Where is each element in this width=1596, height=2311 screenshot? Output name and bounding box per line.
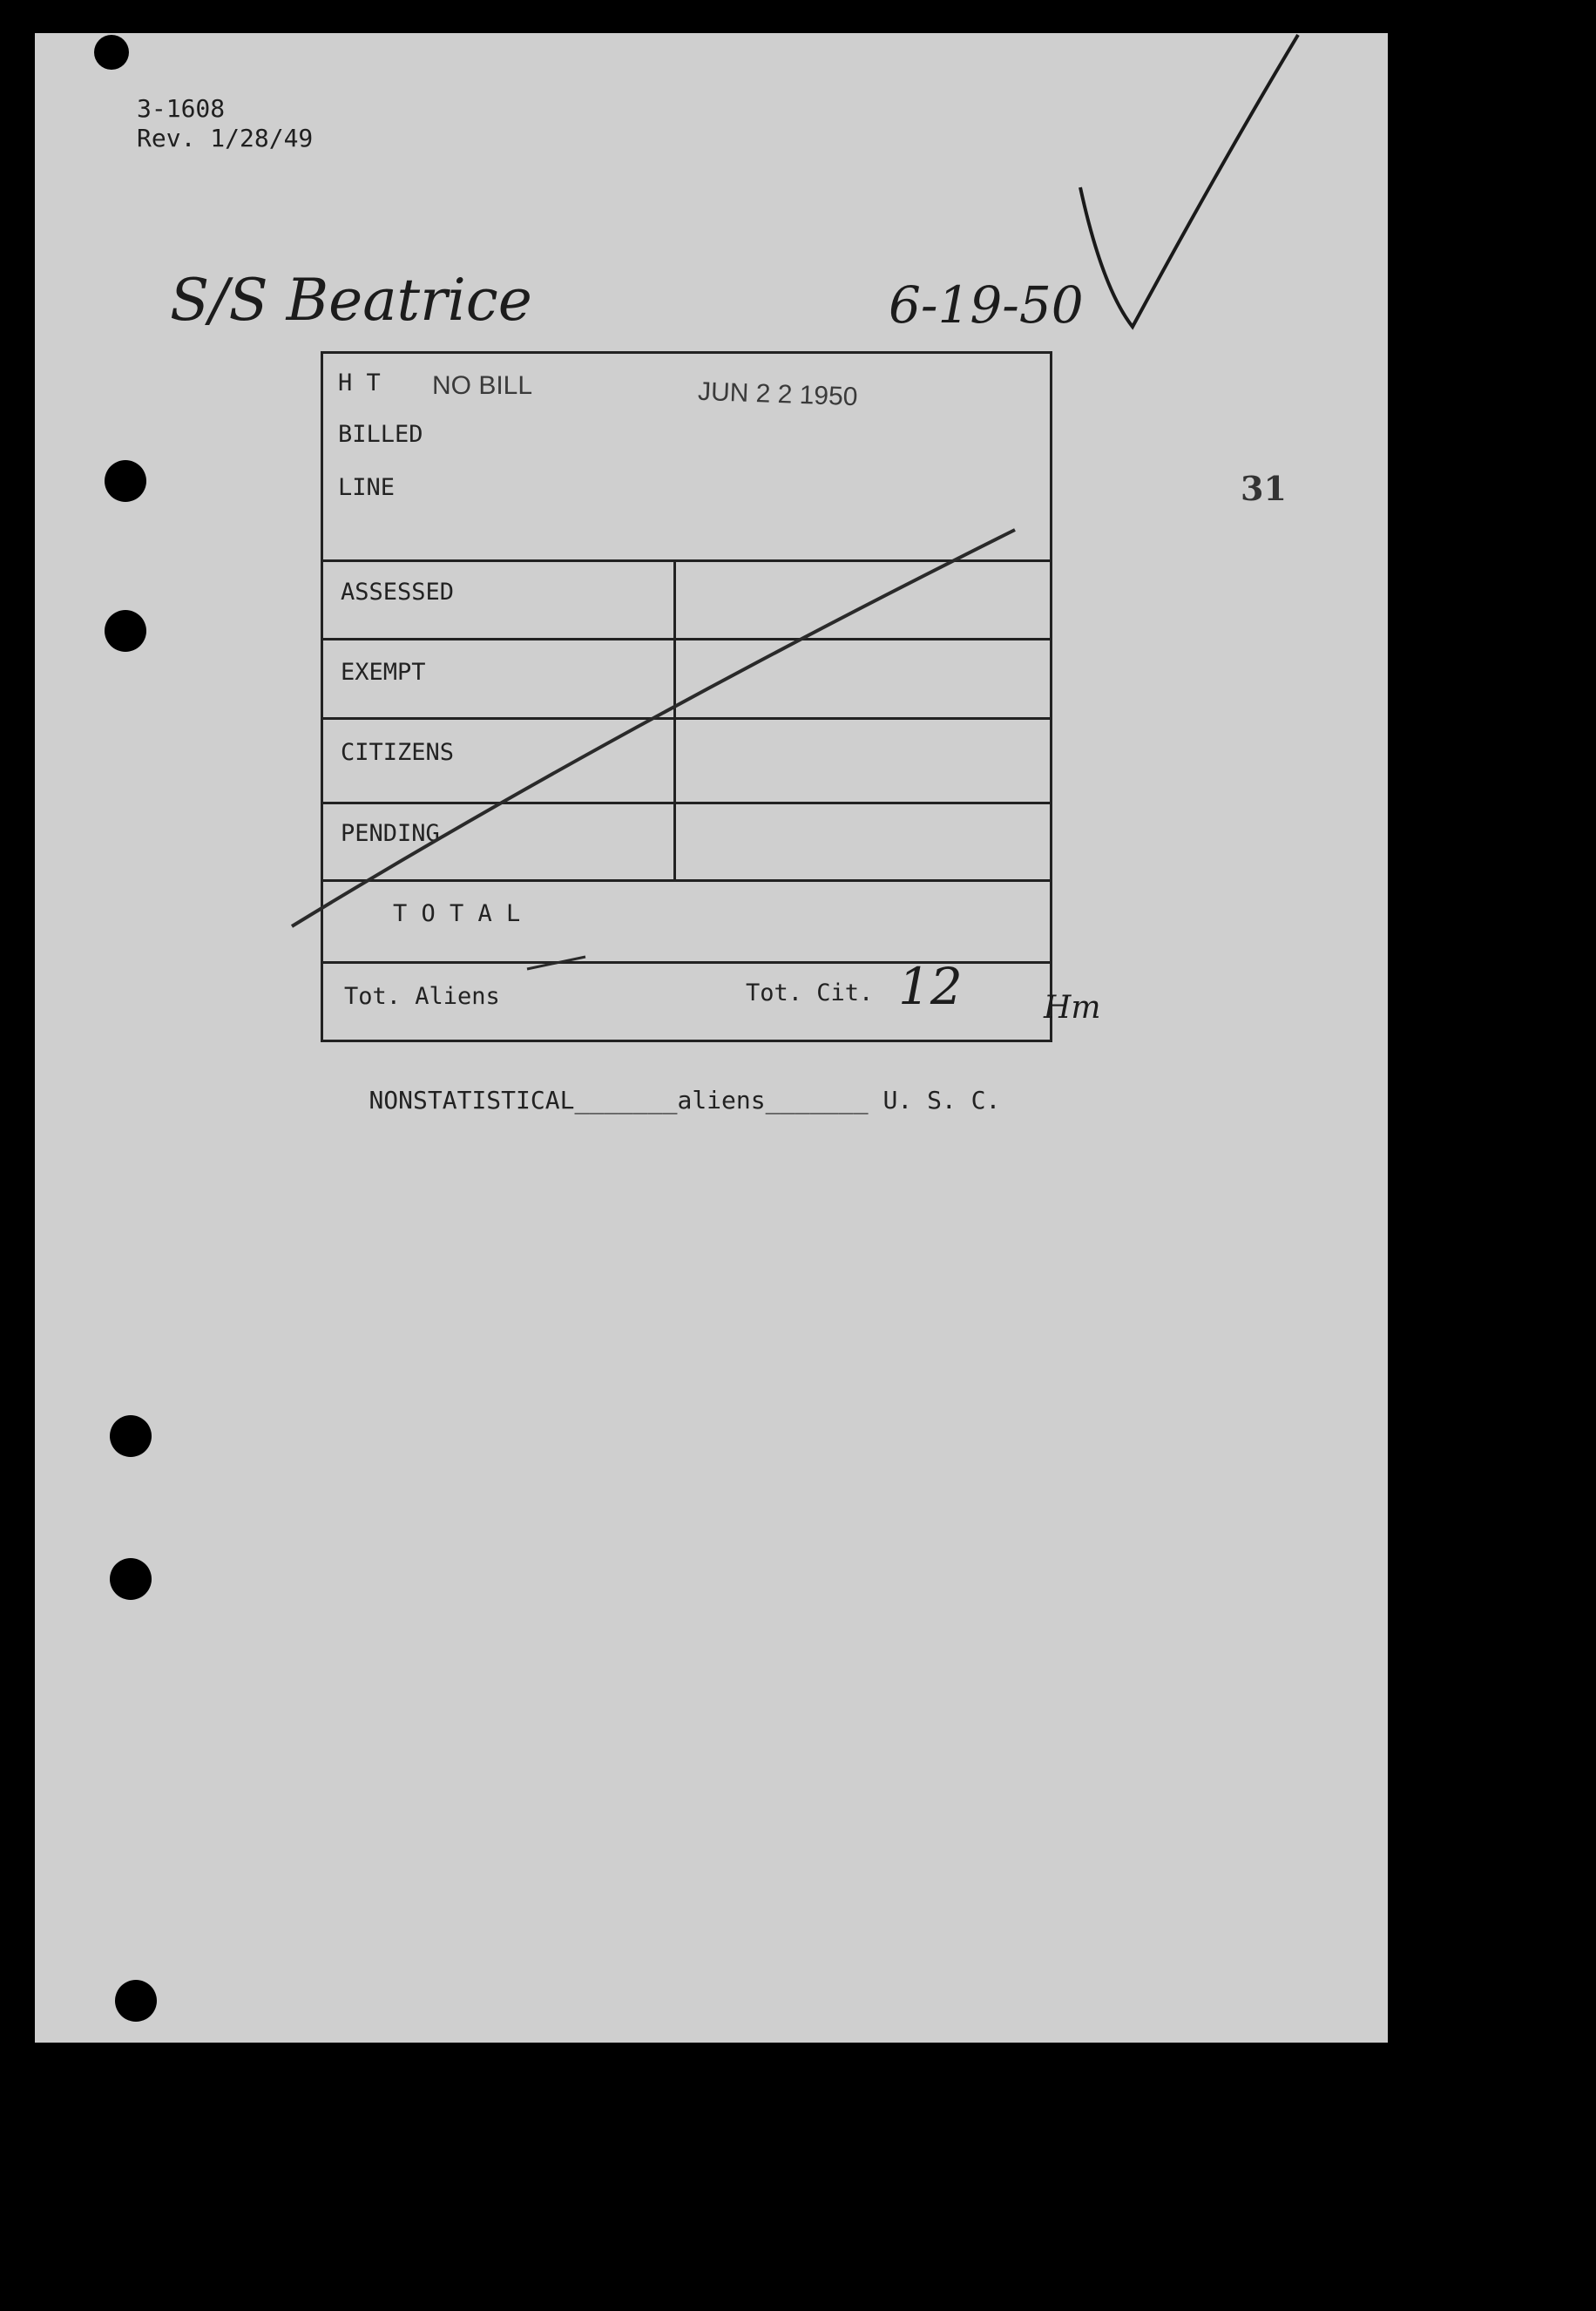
no-bill-stamp: NO BILL [432, 371, 533, 400]
punch-hole [110, 1415, 152, 1457]
dash-mark [527, 957, 585, 969]
row-citizens: CITIZENS [341, 739, 455, 766]
punch-hole [110, 1558, 152, 1600]
initials: Hm [1044, 990, 1101, 1026]
header-line: LINE [338, 474, 396, 501]
total-label: T O T A L [393, 900, 521, 927]
header-ht: H T [338, 369, 381, 396]
tot-cit-value: 12 [898, 957, 963, 1016]
checkmark [1080, 35, 1298, 327]
row-exempt: EXEMPT [341, 659, 426, 686]
row-assessed: ASSESSED [341, 579, 455, 606]
punch-hole [105, 460, 146, 502]
punch-hole [94, 35, 129, 70]
diagonal-strike [292, 530, 1015, 926]
page-number: 31 [1241, 469, 1287, 508]
tot-aliens-label: Tot. Aliens [344, 983, 500, 1010]
form-revision: Rev. 1/28/49 [137, 124, 314, 152]
punch-hole [115, 1980, 157, 2022]
form-number: 3-1608 [137, 94, 226, 123]
vessel-name: S/S Beatrice [170, 267, 532, 334]
nonstat-aliens-label: aliens [677, 1086, 766, 1115]
nonstatistical-line: NONSTATISTICAL_______aliens_______ U. S. C. [369, 1086, 1001, 1115]
header-billed: BILLED [338, 421, 423, 448]
row-pending: PENDING [341, 820, 440, 847]
tot-cit-label: Tot. Cit. [746, 979, 874, 1006]
nonstat-usc-label: U. S. C. [883, 1086, 1001, 1115]
punch-hole [105, 610, 146, 652]
date-stamp: JUN 2 2 1950 [697, 376, 858, 412]
handwritten-date: 6-19-50 [889, 275, 1084, 335]
nonstatistical-label: NONSTATISTICAL [369, 1086, 575, 1115]
